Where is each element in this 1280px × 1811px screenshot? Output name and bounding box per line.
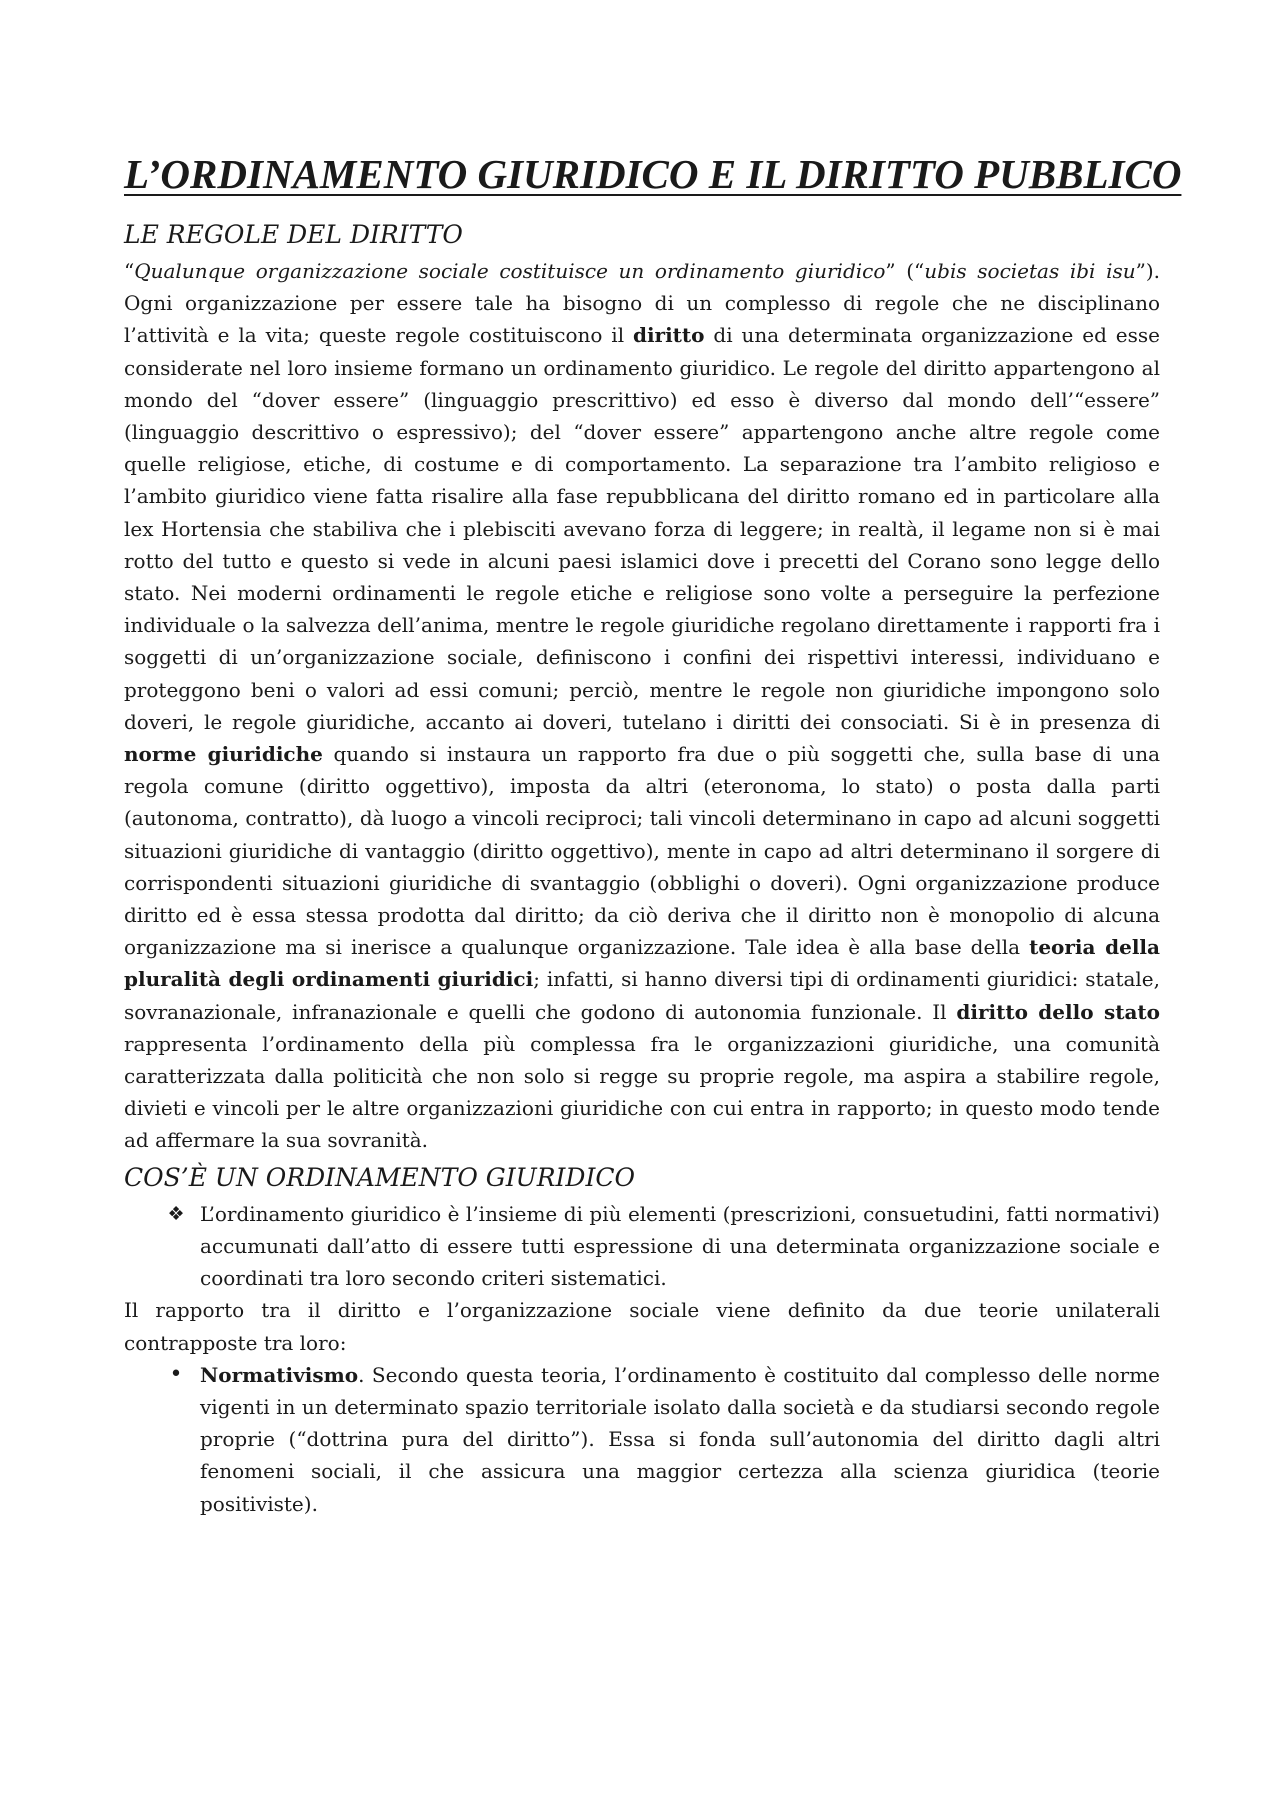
- page-title: L’ORDINAMENTO GIURIDICO E IL DIRITTO PUBBLICO: [124, 151, 1182, 197]
- section-heading-ordinamento: COS’È UN ORDINAMENTO GIURIDICO: [124, 1162, 635, 1192]
- quote-italic: Qualunque organizzazione sociale costituisce un ordinamento giuridico: [134, 259, 886, 283]
- document-page: [124, 150, 1182, 1520]
- text-segment: di una determinata organizzazione ed esse considerate nel loro insieme formano un ordinamento giuridico. Le regole del diritto appartengono al mondo del “dover essere” (linguaggio prescrittivo) ed esso è diverso dal mondo dell’“essere” (linguaggio descrittivo o espressivo); del “dover essere” appartengono anche altre regole come quelle religiose, etiche, di costume e di comportamento. La separazione tra l’ambito religioso e l’ambito giuridico viene fatta risalire alla fase repubblicana del diritto romano ed in particolare alla lex Hortensia che stabiliva che i plebisciti avevano forza di leggere; in realtà, il legame non si è mai rotto del tutto e questo si vede in alcuni paesi islamici dove i precetti del Corano sono legge dello stato. Nei moderni ordinamenti le regole etiche e religiose sono volte a perseguire la perfezione individuale o la salvezza dell’anima, mentre le regole giuridiche regolano direttamente i rapporti fra i soggetti di un’organizzazione sociale, definiscono i confini dei rispettivi interessi, individuano e proteggono beni o valori ad essi comuni; perciò, mentre le regole non giuridiche impongono solo doveri, le regole giuridiche, accanto ai doveri, tutelano i diritti dei consociati. Si è in presenza di: [124, 323, 1160, 734]
- text-segment: ; infatti, si hanno diversi tipi di ordinamenti giuridici: statale, sovranazionale, infranazionale e quelli che godono di autonomia funzionale. Il: [124, 967, 1160, 1024]
- section-heading-regole: LE REGOLE DEL DIRITTO: [124, 220, 463, 249]
- list-item-text: L’ordinamento giuridico è l’insieme di più elementi (prescrizioni, consuetudini, fatti normativi) accumunati dall’atto di essere tutti espressione di una determinata organizzazione sociale e coordinati tra loro secondo criteri sistematici.: [200, 1201, 1160, 1291]
- text-segment: rappresenta l’ordinamento della più complessa fra le organizzazioni giuridiche, una comunità caratterizzata dalla politicità che non solo si regge su proprie regole, ma aspira a stabilire regole, divieti e vincoli per le altre organizzazioni giuridiche con cui entra in rapporto; in questo modo tende ad affermare la sua sovranità.: [124, 1031, 1160, 1153]
- bold-term: diritto: [632, 323, 705, 348]
- latin-phrase: ubis societas ibi isu: [924, 259, 1136, 283]
- diamond-bullet-icon: ❖: [167, 1202, 185, 1225]
- list-item: [124, 1359, 1160, 1520]
- dot-bullet-icon: •: [169, 1361, 183, 1387]
- text-segment: ”). Ogni organizzazione per essere tale ha bisogno di un complesso di regole che ne disciplinano l’attività e la vita; queste regole costituiscono il: [124, 259, 1161, 348]
- list-item: [124, 1198, 1160, 1295]
- bullet-list: [124, 1359, 1160, 1520]
- bold-term: diritto dello stato: [956, 999, 1160, 1024]
- quote-open: “: [124, 259, 135, 283]
- paragraph-intro: Il rapporto tra il diritto e l’organizzazione sociale viene definito da due teorie unilaterali contrapposte tra loro:: [124, 1298, 1160, 1355]
- list-item-term: Normativismo: [200, 1362, 359, 1387]
- bold-term: norme giuridiche: [124, 742, 323, 767]
- diamond-list: [124, 1198, 1160, 1295]
- text-segment: quando si instaura un rapporto fra due o più soggetti che, sulla base di una regola comune (diritto oggettivo), imposta da altri (eteronoma, lo stato) o posta dalla parti (autonoma, contratto), dà luogo a vincoli reciproci; tali vincoli determinano in capo ad alcuni soggetti situazioni giuridiche di vantaggio (diritto oggettivo), mente in capo ad altri determinano il sorgere di corrispondenti situazioni giuridiche di svantaggio (obblighi o doveri). Ogni organizzazione produce diritto ed è essa stessa prodotta dal diritto; da ciò deriva che il diritto non è monopolio di alcuna organizzazione ma si inerisce a qualunque organizzazione. Tale idea è alla base della: [124, 742, 1160, 960]
- quote-close: ” (“: [885, 259, 925, 283]
- paragraph-regole: [124, 255, 1160, 1157]
- bold-term: teoria della pluralità degli ordinamenti giuridici: [124, 935, 1160, 992]
- list-item-text: . Secondo questa teoria, l’ordinamento è costituito dal complesso delle norme vigenti in un determinato spazio territoriale isolato dalla società e da studiarsi secondo regole proprie (“dottrina pura del diritto”). Essa si fonda sull’autonomia del diritto dagli altri fenomeni sociali, il che assicura una maggior certezza alla scienza giuridica (teorie positiviste).: [200, 1362, 1160, 1516]
